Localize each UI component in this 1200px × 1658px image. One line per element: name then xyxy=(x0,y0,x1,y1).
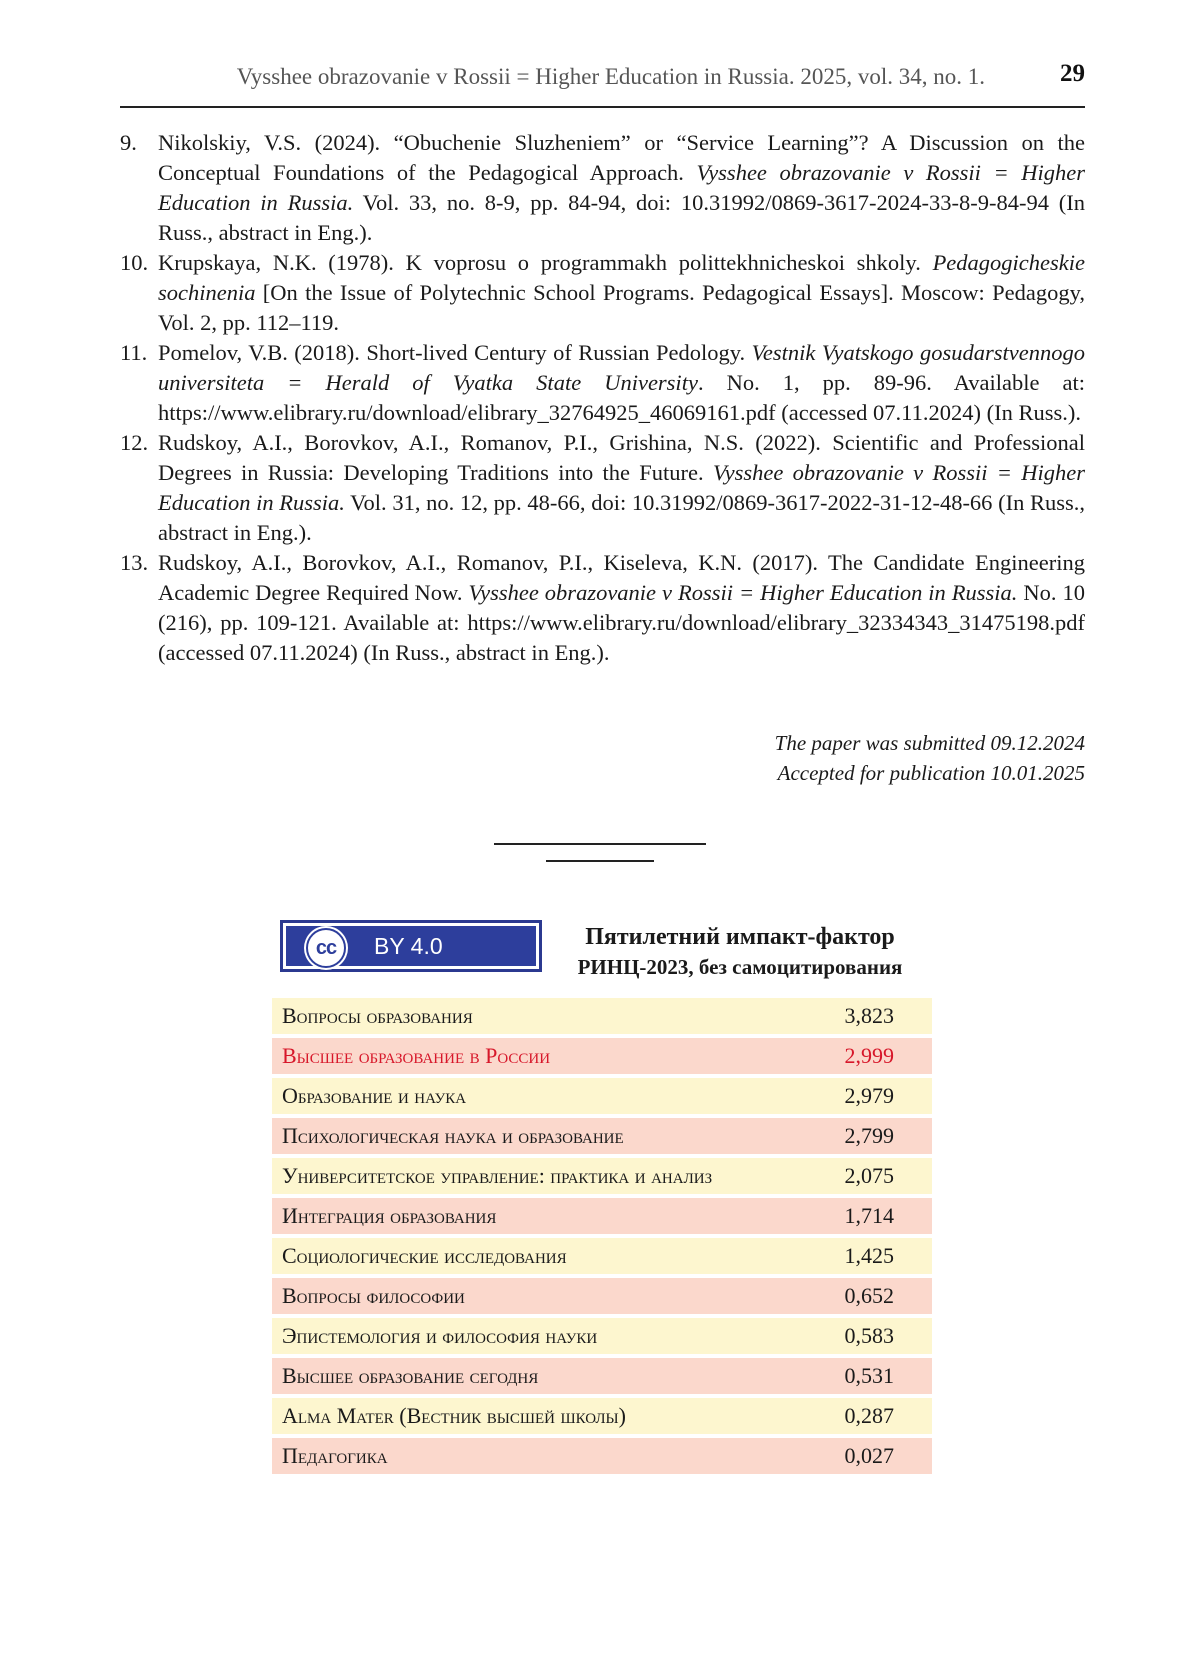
reference-item xyxy=(120,248,1085,338)
reference-details: No. 10 (216), pp. 109-121. Available at: https://www.elibrary.ru/download/elibrary_32334343_31475198.pdf (accessed 07.11.2024) (In Russ., abstract in Eng.). xyxy=(158,580,1085,665)
journal-name: Социологические исследования xyxy=(282,1243,567,1268)
table-row xyxy=(272,1398,932,1434)
submission-dates xyxy=(775,728,1085,788)
reference-number: 9. xyxy=(120,130,137,155)
reference-text: Rudskoy, A.I., Borovkov, A.I., Romanov, P.I., Kiseleva, K.N. (2017). The Candidate Engineering Academic Degree Required Now. xyxy=(158,550,1085,605)
journal-name: Образование и наука xyxy=(282,1083,467,1108)
impact-factor-title-line1: Пятилетний импакт-фактор xyxy=(585,924,895,950)
journal-name: Вопросы философии xyxy=(282,1283,465,1308)
impact-value: 0,531 xyxy=(844,1363,894,1388)
reference-text: Nikolskiy, V.S. (2024). “Obuchenie Sluzheniem” or “Service Learning”? A Discussion on the Conceptual Foundations of the Pedagogical Approach. xyxy=(158,130,1085,185)
journal-name: Высшее образование сегодня xyxy=(282,1363,539,1388)
reference-item xyxy=(120,128,1085,248)
cc-badge-fill xyxy=(286,926,536,966)
table-row xyxy=(272,1318,932,1354)
impact-value: 3,823 xyxy=(844,1003,894,1028)
reference-number: 12. xyxy=(120,430,149,455)
impact-value: 1,714 xyxy=(844,1203,894,1228)
reference-number: 13. xyxy=(120,550,149,575)
reference-details: [On the Issue of Polytechnic School Programs. Pedagogical Essays]. Moscow: Pedagogy, Vol. 2, pp. 112–119. xyxy=(158,280,1085,335)
impact-factor-table xyxy=(272,998,932,1478)
table-row xyxy=(272,1238,932,1274)
table-row xyxy=(272,1278,932,1314)
reference-details: Vol. 33, no. 8-9, pp. 84-94, doi: 10.31992/0869-3617-2024-33-8-9-84-94 (In Russ., abstract in Eng.). xyxy=(158,190,1085,245)
impact-factor-title-line2: РИНЦ-2023, без самоцитирования xyxy=(577,955,903,979)
reference-text: Krupskaya, N.K. (1978). K voprosu o programmakh polittekhnicheskoi shkoly. xyxy=(158,250,933,275)
separator-line xyxy=(494,843,706,845)
reference-item xyxy=(120,428,1085,548)
journal-name: Университетское управление: практика и анализ xyxy=(282,1163,713,1188)
reference-source: Vestnik Vyatskogo gosudarstvennogo universiteta = Herald of Vyatka State University xyxy=(158,340,1085,395)
reference-number: 10. xyxy=(120,250,149,275)
table-row xyxy=(272,1438,932,1474)
table-row xyxy=(272,1358,932,1394)
reference-item xyxy=(120,338,1085,428)
table-row xyxy=(272,1118,932,1154)
cc-license-text: BY 4.0 xyxy=(374,933,443,959)
impact-value: 1,425 xyxy=(844,1243,894,1268)
impact-value: 2,999 xyxy=(844,1043,894,1068)
journal-name: Эпистемология и философия науки xyxy=(282,1323,598,1348)
reference-details: Vol. 31, no. 12, pp. 48-66, doi: 10.31992/0869-3617-2022-31-12-48-66 (In Russ., abstract in Eng.). xyxy=(158,490,1085,545)
reference-number: 11. xyxy=(120,340,148,365)
impact-value: 2,075 xyxy=(844,1163,894,1188)
reference-source: Vysshee obrazovanie v Rossii = Higher Education in Russia. xyxy=(158,460,1085,515)
journal-name: Психологическая наука и образование xyxy=(282,1123,624,1148)
table-row-highlighted xyxy=(272,1038,932,1074)
submitted-date: The paper was submitted 09.12.2024 xyxy=(774,731,1085,755)
reference-details: . No. 1, pp. 89-96. Available at: https://www.elibrary.ru/download/elibrary_32764925_46069161.pdf (accessed 07.11.2024) (In Russ.). xyxy=(158,370,1086,425)
reference-text: Rudskoy, A.I., Borovkov, A.I., Romanov, P.I., Grishina, N.S. (2022). Scientific and Professional Degrees in Russia: Developing Traditions into the Future. xyxy=(158,430,1085,485)
header-journal-title: Vysshee obrazovanie v Rossii = Higher Education in Russia. 2025, vol. 34, no. 1. xyxy=(236,64,985,89)
separator-line-short xyxy=(546,860,654,862)
reference-list xyxy=(120,128,1085,668)
table-row xyxy=(272,998,932,1034)
cc-logo-icon: cc xyxy=(306,928,346,968)
cc-license-badge xyxy=(280,920,542,972)
impact-value: 0,027 xyxy=(844,1443,894,1468)
reference-source: Vysshee obrazovanie v Rossii = Higher Education in Russia. xyxy=(468,580,1018,605)
impact-factor-title xyxy=(560,922,920,982)
accepted-date: Accepted for publication 10.01.2025 xyxy=(777,761,1085,785)
impact-value: 2,979 xyxy=(844,1083,894,1108)
reference-text: Pomelov, V.B. (2018). Short-lived Century of Russian Pedology. xyxy=(158,340,752,365)
running-header xyxy=(120,58,1085,108)
journal-name: Alma Mater (Вестник высшей школы) xyxy=(282,1403,626,1428)
journal-name: Высшее образование в России xyxy=(282,1043,551,1068)
page-number: 29 xyxy=(1060,60,1085,87)
reference-source: Vysshee obrazovanie v Rossii = Higher Education in Russia. xyxy=(158,160,1085,215)
impact-value: 0,652 xyxy=(844,1283,894,1308)
impact-value: 0,287 xyxy=(844,1403,894,1428)
reference-source: Pedagogicheskie sochinenia xyxy=(158,250,1085,305)
table-row xyxy=(272,1158,932,1194)
impact-value: 2,799 xyxy=(844,1123,894,1148)
table-row xyxy=(272,1198,932,1234)
table-row xyxy=(272,1078,932,1114)
journal-name: Вопросы образования xyxy=(282,1003,473,1028)
reference-item xyxy=(120,548,1085,668)
journal-name: Интеграция образования xyxy=(282,1203,497,1228)
impact-value: 0,583 xyxy=(844,1323,894,1348)
journal-name: Педагогика xyxy=(282,1443,388,1468)
